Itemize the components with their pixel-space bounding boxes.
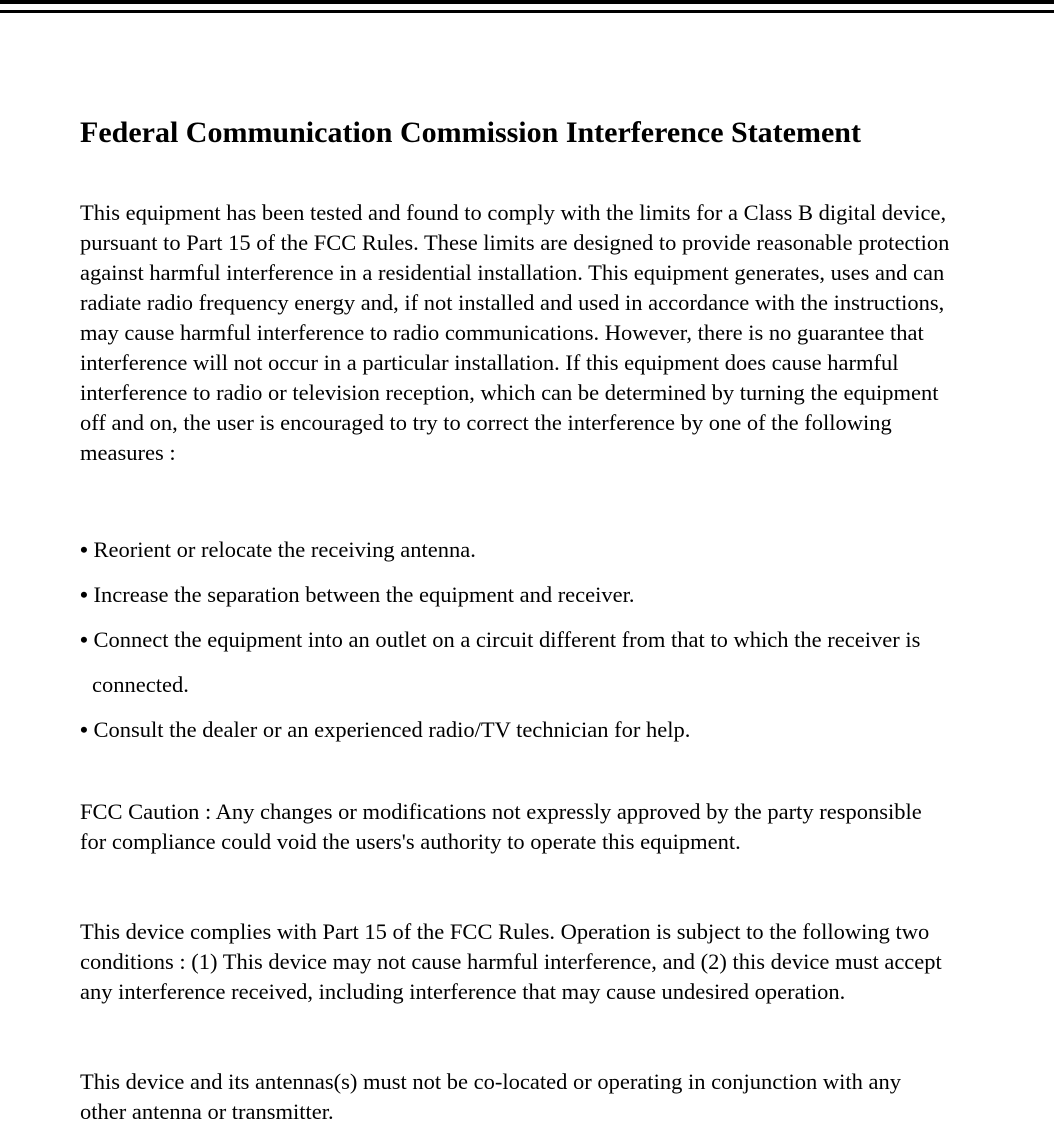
paragraph-line: measures : bbox=[80, 440, 176, 465]
header-rule-thin bbox=[0, 10, 1054, 13]
paragraph-line: may cause harmful interference to radio communications. However, there is no guarantee that bbox=[80, 320, 924, 345]
list-item-text: Increase the separation between the equipment and receiver. bbox=[93, 582, 635, 607]
paragraph-line: This device and its antennas(s) must not be co-located or operating in conjunction with any bbox=[80, 1069, 902, 1094]
paragraph-line: other antenna or transmitter. bbox=[80, 1099, 334, 1124]
fcc-caution-paragraph bbox=[80, 797, 1054, 857]
list-item-text: Connect the equipment into an outlet on a circuit different from that to which the receiver is bbox=[93, 627, 921, 652]
list-item bbox=[80, 617, 920, 662]
paragraph-line: This equipment has been tested and found to comply with the limits for a Class B digital device, bbox=[80, 200, 947, 225]
part15-conditions-paragraph bbox=[80, 917, 1054, 1007]
list-item bbox=[80, 527, 920, 572]
bullet-icon: • bbox=[80, 537, 88, 562]
paragraph-line: off and on, the user is encouraged to try to correct the interference by one of the following bbox=[80, 410, 892, 435]
header-rule-thick bbox=[0, 0, 1054, 4]
paragraph-line: for compliance could void the users's authority to operate this equipment. bbox=[80, 829, 741, 854]
list-item-text: connected. bbox=[92, 672, 189, 697]
bullet-icon: • bbox=[80, 627, 88, 652]
interference-statement-paragraph bbox=[80, 198, 1054, 468]
paragraph-line: radiate radio frequency energy and, if not installed and used in accordance with the instructions, bbox=[80, 290, 945, 315]
measures-list bbox=[80, 527, 920, 752]
list-item bbox=[80, 707, 920, 752]
bullet-icon: • bbox=[80, 582, 88, 607]
paragraph-line: pursuant to Part 15 of the FCC Rules. These limits are designed to provide reasonable protection bbox=[80, 230, 950, 255]
list-item bbox=[80, 572, 920, 617]
colocation-paragraph bbox=[80, 1067, 1054, 1127]
paragraph-line: interference to radio or television reception, which can be determined by turning the equipment bbox=[80, 380, 939, 405]
bullet-icon: • bbox=[80, 717, 88, 742]
list-item-continuation bbox=[80, 662, 920, 707]
paragraph-line: against harmful interference in a residential installation. This equipment generates, uses and can bbox=[80, 260, 945, 285]
paragraph-line: any interference received, including interference that may cause undesired operation. bbox=[80, 979, 846, 1004]
page-title: Federal Communication Commission Interference Statement bbox=[80, 116, 861, 149]
list-item-text: Consult the dealer or an experienced radio/TV technician for help. bbox=[93, 717, 691, 742]
list-item-text: Reorient or relocate the receiving antenna. bbox=[93, 537, 476, 562]
paragraph-line: This device complies with Part 15 of the FCC Rules. Operation is subject to the following two bbox=[80, 919, 930, 944]
paragraph-line: interference will not occur in a particular installation. If this equipment does cause harmful bbox=[80, 350, 899, 375]
paragraph-line: FCC Caution : Any changes or modifications not expressly approved by the party responsible bbox=[80, 799, 922, 824]
paragraph-line: conditions : (1) This device may not cause harmful interference, and (2) this device must accept bbox=[80, 949, 942, 974]
